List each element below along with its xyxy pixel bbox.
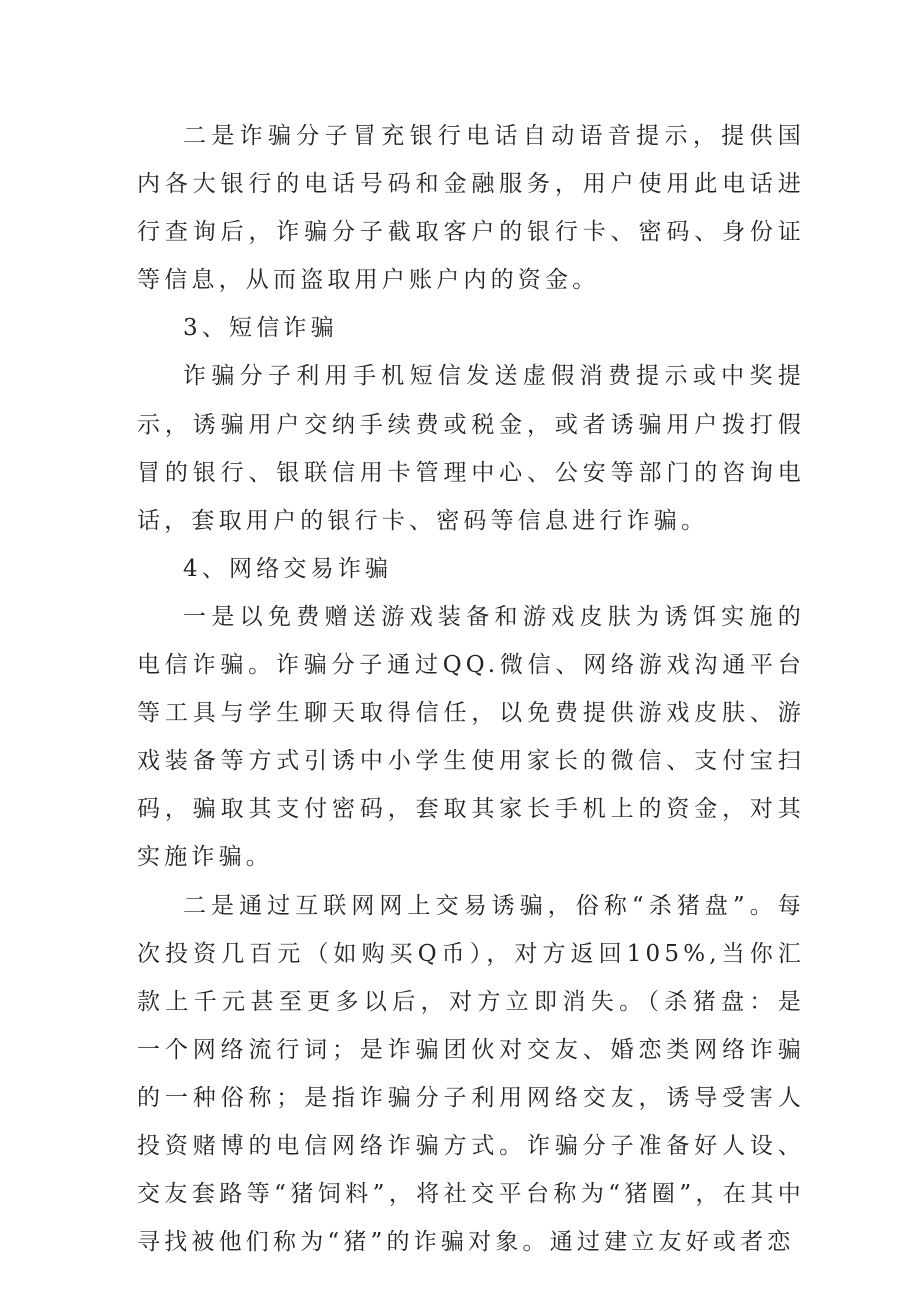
paragraph-sms-scam: 诈骗分子利用手机短信发送虚假消费提示或中奖提示，诱骗用户交纳手续费或税金，或者诱骗用户拨打假冒的银行、银联信用卡管理中心、公安等部门的咨询电话，套取用户的银行卡、密码等信息进行诈骗。 bbox=[137, 363, 805, 534]
paragraph-bank-voice-scam: 二是诈骗分子冒充银行电话自动语音提示，提供国内各大银行的电话号码和金融服务，用户使用此电话进行查询后，诈骗分子截取客户的银行卡、密码、身份证等信息，从而盗取用户账户内的资金。 bbox=[137, 123, 805, 294]
section-heading-sms-scam: 3、短信诈骗 bbox=[183, 315, 338, 342]
section-heading-online-trade-scam: 4、网络交易诈骗 bbox=[183, 555, 393, 582]
paragraph-game-gear-scam: 一是以免费赠送游戏装备和游戏皮肤为诱饵实施的电信诈骗。诈骗分子通过QQ.微信、网络游戏沟通平台等工具与学生聊天取得信任，以免费提供游戏皮肤、游戏装备等方式引诱中小学生使用家长的微信、支付宝扫码，骗取其支付密码，套取其家长手机上的资金，对其实施诈骗。 bbox=[137, 603, 805, 871]
paragraph-pig-butchering-scam: 二是通过互联网网上交易诱骗，俗称“杀猪盘”。每次投资几百元（如购买Q币），对方返回105%,当你汇款上千元甚至更多以后，对方立即消失。（杀猪盘：是一个网络流行词；是诈骗团伙对交友、婚恋类网络诈骗的一种俗称；是指诈骗分子利用网络交友，诱导受害人投资赌博的电信网络诈骗方式。诈骗分子准备好人设、交友套路等“猪饲料”，将社交平台称为“猪圈”，在其中寻找被他们称为“猪”的诈骗对象。通过建立友好或者恋 bbox=[137, 892, 805, 1256]
document-body bbox=[137, 112, 805, 1266]
